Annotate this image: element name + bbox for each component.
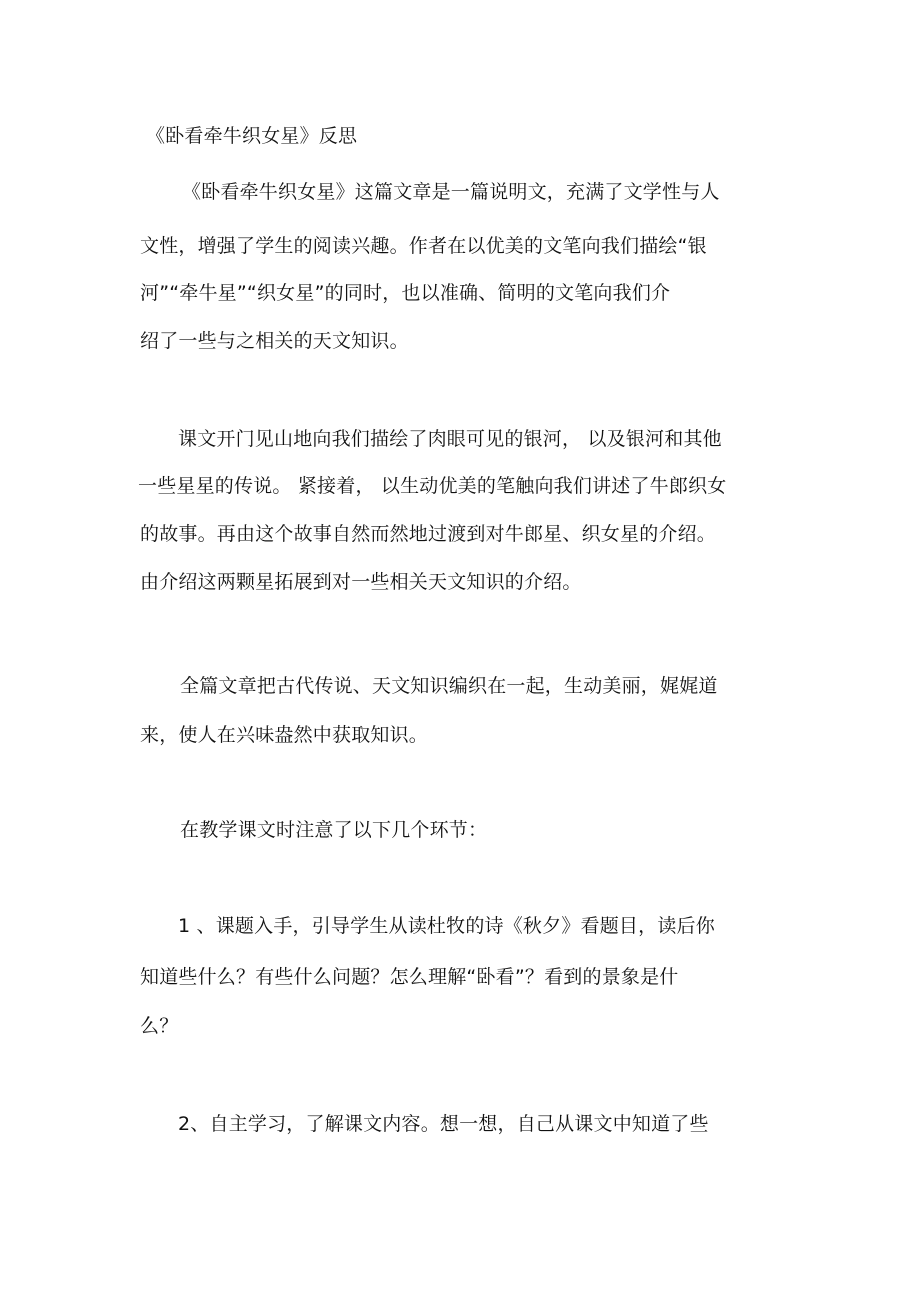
paragraph-1-line-2: 文性，增强了学生的阅读兴趣。作者在以优美的文笔向我们描绘“银 <box>140 235 707 257</box>
paragraph-5-line-3: 么？ <box>140 1015 179 1037</box>
document-title: 《卧看牵牛织女星》反思 <box>146 125 358 147</box>
paragraph-3-line-2: 来，使人在兴味盎然中获取知识。 <box>140 724 429 746</box>
paragraph-2-line-4: 由介绍这两颗星拓展到对一些相关天文知识的介绍。 <box>140 571 582 593</box>
paragraph-1-line-3: 河”“牵牛星”“织女星”的同时，也以准确、简明的文笔向我们介 <box>140 282 671 304</box>
paragraph-1-line-4: 绍了一些与之相关的天文知识。 <box>140 330 409 352</box>
paragraph-5-line-1: 1 、课题入手，引导学生从读杜牧的诗《秋夕》看题目，读后你 <box>178 915 715 937</box>
paragraph-5-line-2: 知道些什么？有些什么问题？怎么理解“卧看”？看到的景象是什 <box>140 966 679 988</box>
paragraph-2-line-3: 的故事。再由这个故事自然而然地过渡到对牛郎星、织女星的介绍。 <box>140 523 717 545</box>
paragraph-4-line-1: 在教学课文时注意了以下几个环节： <box>180 819 488 841</box>
paragraph-2-line-2: 一些星星的传说。 紧接着， 以生动优美的笔触向我们讲述了牛郎织女 <box>138 475 727 497</box>
paragraph-3-line-1: 全篇文章把古代传说、天文知识编织在一起，生动美丽，娓娓道 <box>180 675 718 697</box>
paragraph-1-line-1: 《卧看牵牛织女星》这篇文章是一篇说明文，充满了文学性与人 <box>182 181 720 203</box>
paragraph-6-line-1: 2、自主学习，了解课文内容。想一想，自己从课文中知道了些 <box>178 1113 709 1135</box>
paragraph-2-line-1: 课文开门见山地向我们描绘了肉眼可见的银河， 以及银河和其他 <box>178 428 722 450</box>
